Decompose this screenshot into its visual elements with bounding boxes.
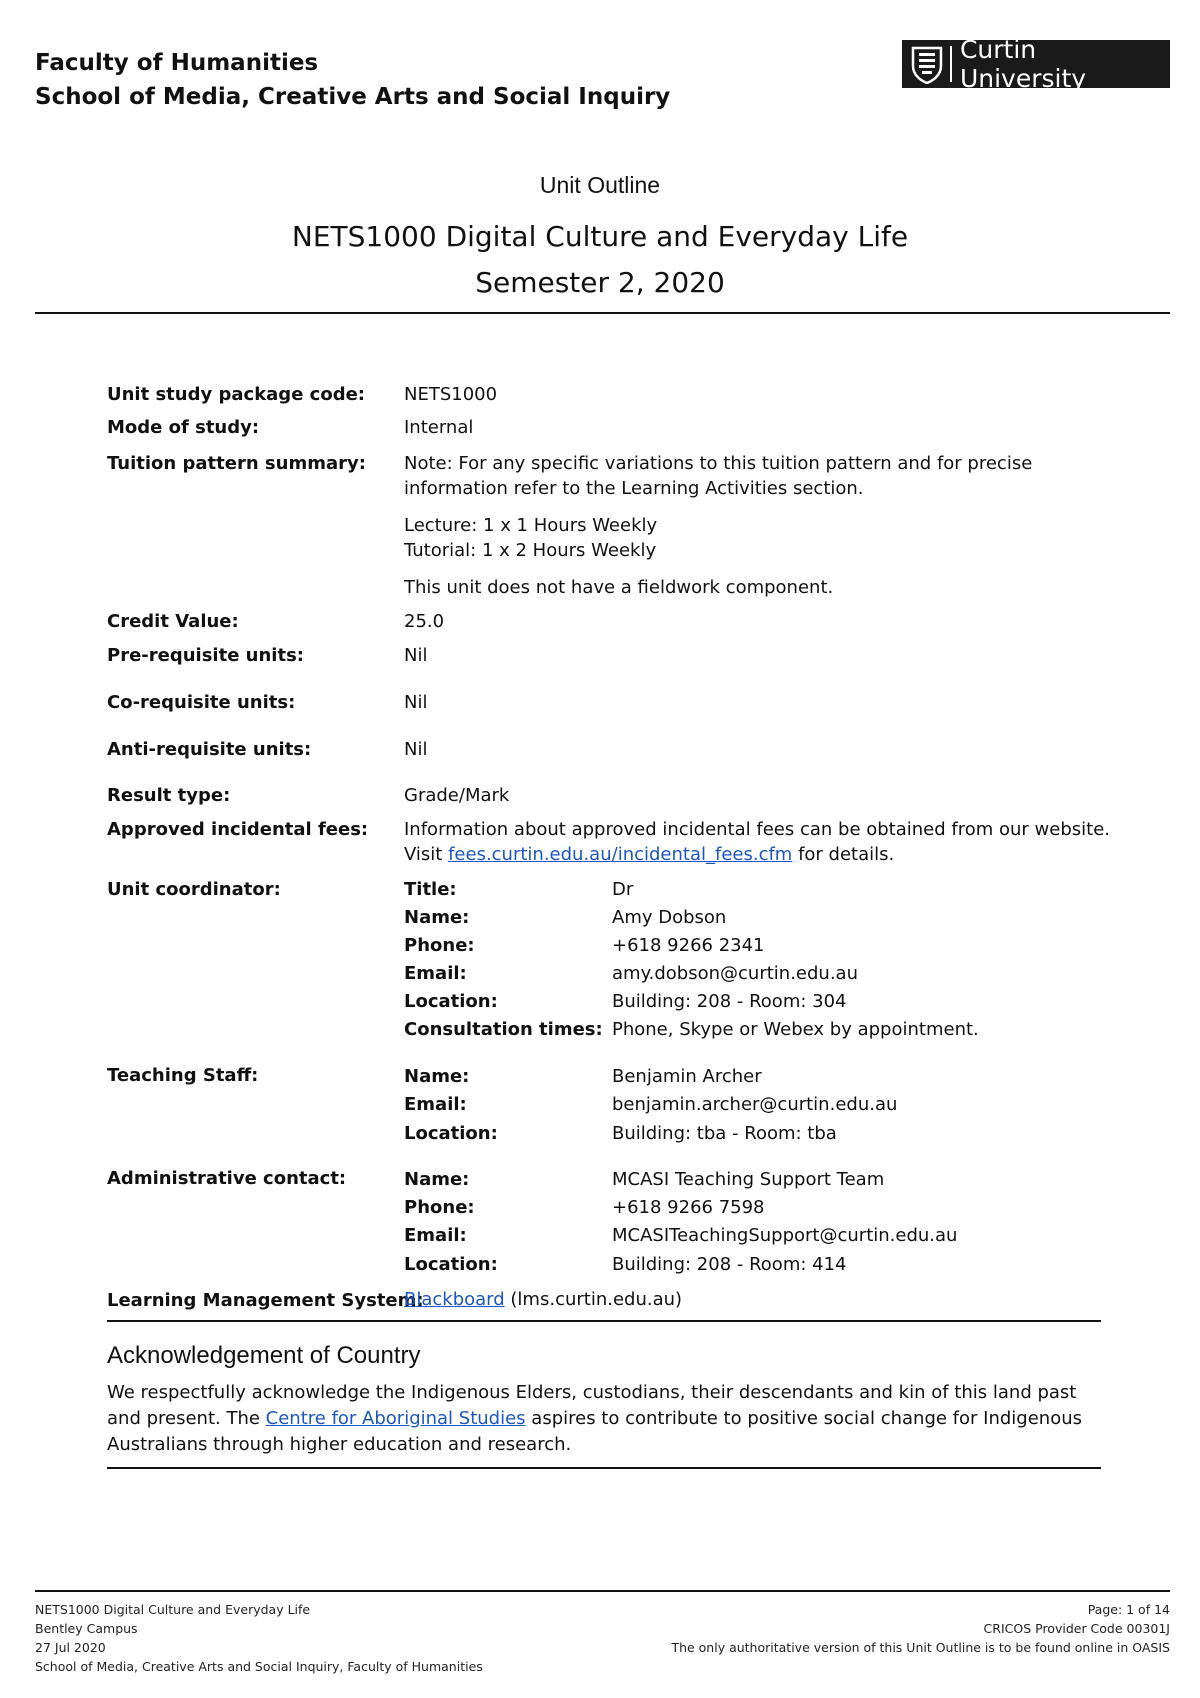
acknowledgement-text bbox=[107, 1380, 1107, 1458]
lms-divider bbox=[107, 1320, 1101, 1322]
coord-phone-value: +618 9266 2341 bbox=[612, 935, 765, 956]
teach-email-label: Email: bbox=[404, 1094, 467, 1115]
coord-location-value: Building: 208 - Room: 304 bbox=[612, 991, 847, 1012]
coord-email-value: amy.dobson@curtin.edu.au bbox=[612, 963, 858, 984]
lms-tail: (lms.curtin.edu.au) bbox=[504, 1289, 683, 1310]
unit-title: NETS1000 Digital Culture and Everyday Life bbox=[291, 220, 909, 253]
prereq-value: Nil bbox=[404, 645, 428, 666]
prereq-label: Pre-requisite units: bbox=[107, 645, 304, 666]
title-divider bbox=[35, 312, 1170, 314]
crest-icon bbox=[910, 44, 944, 84]
ack-text-1: We respectfully acknowledge the Indigenous Elders, custodians, their descendants and kin of this land past and present. The bbox=[107, 1382, 1077, 1429]
antireq-value: Nil bbox=[404, 739, 428, 760]
lms-link[interactable]: Blackboard bbox=[404, 1289, 505, 1310]
admin-name-value: MCASI Teaching Support Team bbox=[612, 1169, 885, 1190]
coord-title-value: Dr bbox=[612, 879, 634, 900]
mode-label: Mode of study: bbox=[107, 417, 260, 438]
teach-location-label: Location: bbox=[404, 1123, 498, 1144]
curtin-logo bbox=[902, 35, 1170, 93]
semester: Semester 2, 2020 bbox=[475, 266, 725, 299]
coord-email-label: Email: bbox=[404, 963, 467, 984]
footer-school: School of Media, Creative Arts and Social Inquiry, Faculty of Humanities bbox=[35, 1659, 483, 1674]
lms-value bbox=[404, 1287, 682, 1312]
footer-unit: NETS1000 Digital Culture and Everyday Life bbox=[35, 1602, 311, 1617]
admin-email-label: Email: bbox=[404, 1225, 467, 1246]
fees-tail: for details. bbox=[792, 844, 895, 865]
school-name: School of Media, Creative Arts and Social Inquiry bbox=[35, 84, 671, 110]
tuition-label: Tuition pattern summary: bbox=[107, 453, 366, 474]
coord-location-label: Location: bbox=[404, 991, 498, 1012]
teach-name-label: Name: bbox=[404, 1066, 470, 1087]
admin-name-label: Name: bbox=[404, 1169, 470, 1190]
teaching-label: Teaching Staff: bbox=[107, 1065, 259, 1086]
coord-name-value: Amy Dobson bbox=[612, 907, 727, 928]
admin-location-label: Location: bbox=[404, 1254, 498, 1275]
result-value: Grade/Mark bbox=[404, 785, 510, 806]
logo-divider bbox=[950, 46, 952, 82]
fees-line1: Information about approved incidental fees can be obtained from our website. bbox=[404, 819, 1110, 840]
teach-name-value: Benjamin Archer bbox=[612, 1066, 762, 1087]
aboriginal-studies-link[interactable]: Centre for Aboriginal Studies bbox=[265, 1408, 526, 1429]
coreq-label: Co-requisite units: bbox=[107, 692, 296, 713]
ack-divider bbox=[107, 1467, 1101, 1469]
mode-value: Internal bbox=[404, 417, 474, 438]
footer-date: 27 Jul 2020 bbox=[35, 1640, 106, 1655]
footer-page: Page: 1 of 14 bbox=[1087, 1602, 1170, 1617]
admin-location-value: Building: 208 - Room: 414 bbox=[612, 1254, 847, 1275]
footer-divider bbox=[35, 1590, 1170, 1592]
credit-value: 25.0 bbox=[404, 611, 445, 632]
footer-campus: Bentley Campus bbox=[35, 1621, 138, 1636]
doc-type: Unit Outline bbox=[539, 172, 661, 198]
admin-label: Administrative contact: bbox=[107, 1168, 347, 1189]
fieldwork-note: This unit does not have a fieldwork component. bbox=[404, 577, 834, 598]
code-value: NETS1000 bbox=[404, 384, 498, 405]
coord-title-label: Title: bbox=[404, 879, 457, 900]
logo-text: Curtin University bbox=[959, 35, 1087, 93]
coord-phone-label: Phone: bbox=[404, 935, 475, 956]
fees-link[interactable]: fees.curtin.edu.au/incidental_fees.cfm bbox=[448, 844, 793, 865]
teach-location-value: Building: tba - Room: tba bbox=[612, 1123, 837, 1144]
footer-cricos: CRICOS Provider Code 00301J bbox=[983, 1621, 1170, 1636]
admin-phone-value: +618 9266 7598 bbox=[612, 1197, 765, 1218]
ack-text-2: aspires to contribute to positive social change for Indigenous Australians through higher education and research. bbox=[107, 1408, 1082, 1455]
coreq-value: Nil bbox=[404, 692, 428, 713]
fees-label: Approved incidental fees: bbox=[107, 819, 369, 840]
result-label: Result type: bbox=[107, 785, 231, 806]
tuition-lecture: Lecture: 1 x 1 Hours Weekly bbox=[404, 515, 658, 536]
fees-line2 bbox=[404, 842, 894, 867]
coordinator-label: Unit coordinator: bbox=[107, 879, 281, 900]
antireq-label: Anti-requisite units: bbox=[107, 739, 312, 760]
coord-name-label: Name: bbox=[404, 907, 470, 928]
admin-phone-label: Phone: bbox=[404, 1197, 475, 1218]
credit-label: Credit Value: bbox=[107, 611, 239, 632]
acknowledgement-heading: Acknowledgement of Country bbox=[107, 1342, 421, 1369]
teach-email-value: benjamin.archer@curtin.edu.au bbox=[612, 1094, 898, 1115]
coord-consult-label: Consultation times: bbox=[404, 1019, 603, 1040]
faculty-name: Faculty of Humanities bbox=[35, 50, 319, 76]
tuition-tutorial: Tutorial: 1 x 2 Hours Weekly bbox=[404, 540, 657, 561]
tuition-note: Note: For any specific variations to this tuition pattern and for precise information refer to the Learning Activities section. bbox=[404, 453, 1033, 499]
footer-authority: The only authoritative version of this Unit Outline is to be found online in OASIS bbox=[671, 1640, 1170, 1655]
coord-consult-value: Phone, Skype or Webex by appointment. bbox=[612, 1019, 979, 1040]
fees-visit: Visit bbox=[404, 844, 449, 865]
lms-label: Learning Management System: bbox=[107, 1290, 424, 1311]
admin-email-value: MCASITeachingSupport@curtin.edu.au bbox=[612, 1225, 958, 1246]
code-label: Unit study package code: bbox=[107, 384, 365, 405]
